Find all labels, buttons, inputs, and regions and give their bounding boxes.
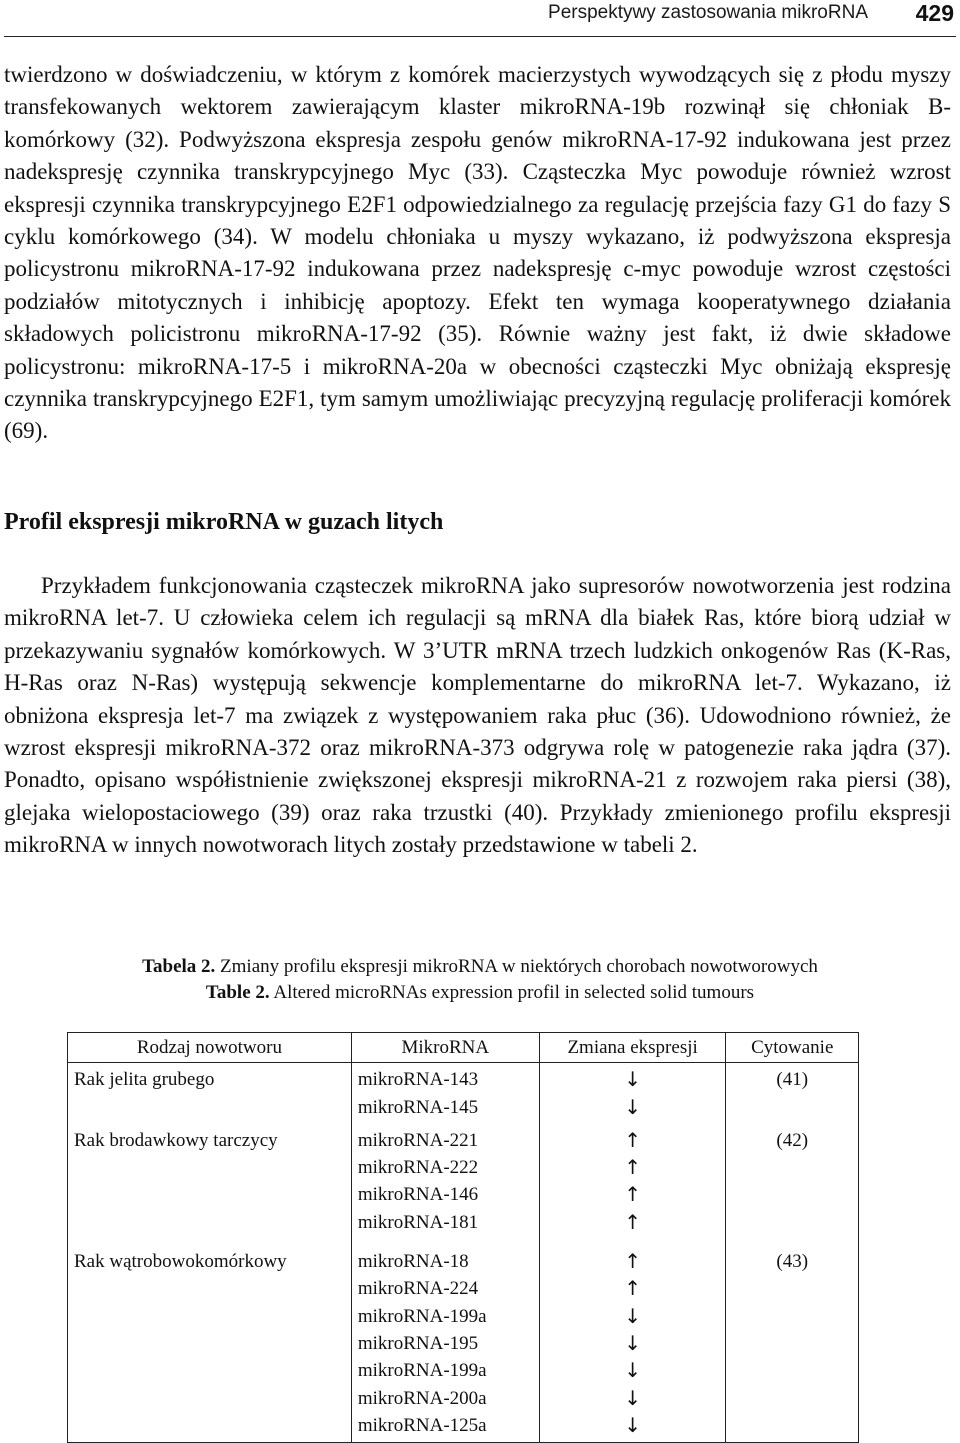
tumour-type-cell: Rak wątrobowokomórkowy xyxy=(68,1245,352,1443)
mirna-name: mikroRNA-18 xyxy=(357,1251,469,1273)
caption-label-polish: Tabela 2. xyxy=(142,956,216,977)
expression-table xyxy=(67,1032,859,1443)
mirna-name: mikroRNA-222 xyxy=(357,1157,479,1179)
arrow-down-icon: ↓ xyxy=(624,1358,641,1383)
arrow-up-icon: ↑ xyxy=(624,1249,641,1274)
mirna-name: mikroRNA-143 xyxy=(357,1069,479,1091)
expression-change-cell xyxy=(539,1063,726,1124)
mirna-cell xyxy=(351,1124,539,1239)
mirna-name: mikroRNA-200a xyxy=(357,1387,487,1409)
mirna-name: mikroRNA-125a xyxy=(357,1414,487,1436)
citation-cell: (43) xyxy=(726,1245,859,1443)
column-header-citation: Cytowanie xyxy=(726,1033,859,1063)
mirna-name: mikroRNA-221 xyxy=(357,1129,479,1151)
page-number: 429 xyxy=(915,0,954,26)
table-row xyxy=(68,1063,859,1124)
mirna-name: mikroRNA-195 xyxy=(357,1332,479,1354)
arrow-up-icon: ↑ xyxy=(624,1182,641,1207)
mirna-name: mikroRNA-199a xyxy=(357,1360,487,1382)
table-row xyxy=(68,1245,859,1443)
arrow-down-icon: ↓ xyxy=(624,1330,641,1355)
table-row xyxy=(68,1124,859,1239)
caption-label-english: Table 2. xyxy=(205,982,270,1003)
column-header-mirna: MikroRNA xyxy=(351,1033,539,1063)
mirna-name: mikroRNA-145 xyxy=(357,1096,479,1118)
caption-text-english: Altered microRNAs expression profil in selected solid tumours xyxy=(269,982,755,1003)
arrow-up-icon: ↑ xyxy=(624,1276,641,1301)
tumour-type-cell: Rak jelita grubego xyxy=(68,1063,352,1124)
mirna-cell xyxy=(351,1063,539,1124)
expression-change-cell xyxy=(539,1245,726,1443)
arrow-down-icon: ↓ xyxy=(624,1094,641,1119)
arrow-down-icon: ↓ xyxy=(624,1385,641,1410)
mirna-expression-table xyxy=(67,1032,859,1443)
arrow-up-icon: ↑ xyxy=(624,1155,641,1180)
table-header-row xyxy=(68,1033,859,1063)
section-heading: Profil ekspresji mikroRNA w guzach litych xyxy=(4,509,444,535)
caption-text-polish: Zmiany profilu ekspresji mikroRNA w niektórych chorobach nowotworowych xyxy=(215,956,818,977)
table-caption-english xyxy=(0,982,960,1004)
column-header-tumour: Rodzaj nowotworu xyxy=(68,1033,352,1063)
arrow-down-icon: ↓ xyxy=(624,1412,641,1437)
running-title: Perspektywy zastosowania mikroRNA xyxy=(548,2,868,23)
table-caption-polish xyxy=(0,956,960,978)
expression-change-cell xyxy=(539,1124,726,1239)
arrow-up-icon: ↑ xyxy=(624,1127,641,1152)
tumour-type-cell: Rak brodawkowy tarczycy xyxy=(68,1124,352,1239)
arrow-down-icon: ↓ xyxy=(624,1067,641,1092)
column-header-expression-change: Zmiana ekspresji xyxy=(539,1033,726,1063)
citation-cell: (41) xyxy=(726,1063,859,1124)
arrow-down-icon: ↓ xyxy=(624,1303,641,1328)
arrow-up-icon: ↑ xyxy=(624,1209,641,1234)
mirna-name: mikroRNA-199a xyxy=(357,1305,487,1327)
mirna-name: mikroRNA-224 xyxy=(357,1278,479,1300)
body-paragraph-2: Przykładem funkcjonowania cząsteczek mikroRNA jako supresorów nowotworzenia jest rodzina mikroRNA let-7. U człowieka celem ich regulacji są mRNA dla białek Ras, które biorą udział w przekazywaniu sygnałów komórkowych. W 3’UTR mRNA trzech ludzkich onkogenów Ras (K-Ras, H-Ras oraz N-Ras) występują sekwencje komplementarne do mikroRNA let-7. Wykazano, iż obniżona ekspresja let-7 ma związek z występowaniem raka płuc (36). Udowodniono również, że wzrost ekspresji mikroRNA-372 oraz mikroRNA-373 odgrywa rolę w patogenezie raka jądra (37). Ponadto, opisano współistnienie zwiększonej ekspresji mikroRNA-21 z rozwojem raka piersi (38), glejaka wielopostaciowego (39) oraz raka trzustki (40). Przykłady zmienionego profilu ekspresji mikroRNA w innych nowotworach litych zostały przedstawione w tabeli 2. xyxy=(4,573,951,858)
mirna-name: mikroRNA-181 xyxy=(357,1211,479,1233)
mirna-name: mikroRNA-146 xyxy=(357,1184,479,1206)
table-body xyxy=(68,1063,859,1443)
body-paragraph-1: twierdzono w doświadczeniu, w którym z komórek macierzystych wywodzących się z płodu myszy transfekowanych wektorem zawierającym klaster mikroRNA-19b rozwinął się chłoniak B-komórkowy (32). Podwyższona ekspresja zespołu genów mikroRNA-17-92 indukowana jest przez nadekspresję czynnika transkrypcyjnego Myc (33). Cząsteczka Myc powoduje również wzrost ekspresji czynnika transkrypcyjnego E2F1 odpowiedzialnego za regulację przejścia fazy G1 do fazy S cyklu komórkowego (34). W modelu chłoniaka u myszy wykazano, iż podwyższona ekspresja policystronu mikroRNA-17-92 indukowana przez nadekspresję c-myc powoduje wzrost częstości podziałów mitotycznych i inhibicję apoptozy. Efekt ten wymaga kooperatywnego działania składowych policistronu mikroRNA-17-92 (35). Równie ważny jest fakt, iż dwie składowe policystronu: mikroRNA-17-5 i mikroRNA-20a w obecności cząsteczki Myc obniżają ekspresję czynnika transkrypcyjnego E2F1, tym samym umożliwiając precyzyjną regulację proliferacji komórek (69). xyxy=(4,62,951,444)
mirna-cell xyxy=(351,1245,539,1443)
running-header xyxy=(0,0,960,36)
header-divider xyxy=(4,36,956,37)
citation-cell: (42) xyxy=(726,1124,859,1239)
